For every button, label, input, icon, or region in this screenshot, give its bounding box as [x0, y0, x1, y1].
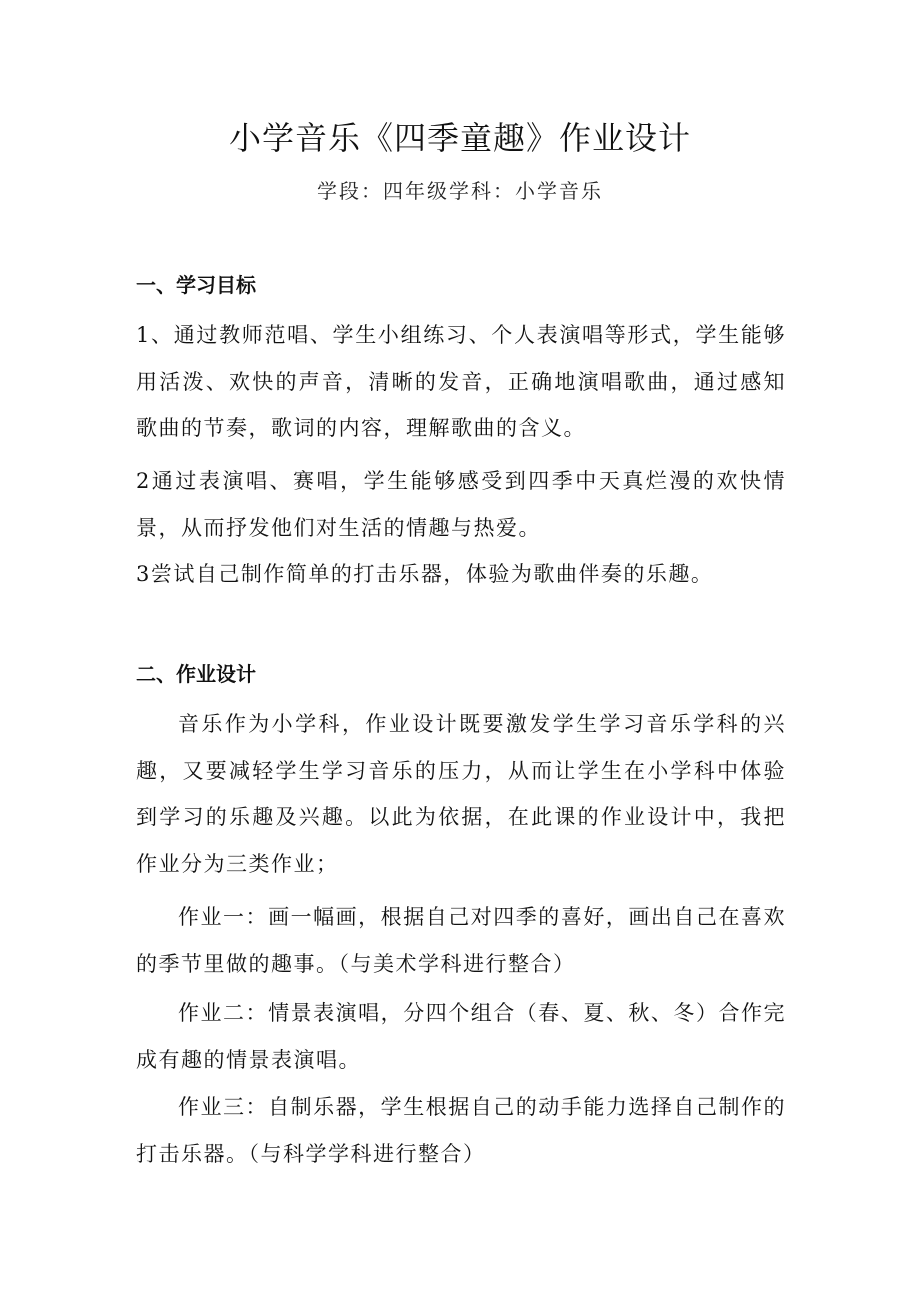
section-heading-objectives: 一、学习目标 — [136, 273, 256, 297]
objective-item-1: 1、通过教师范唱、学生小组练习、个人表演唱等形式，学生能够用活泼、欢快的声音，清晰的发音，正确地演唱歌曲，通过感知歌曲的节奏，歌词的内容，理解歌曲的含义。 — [136, 323, 786, 440]
section-heading-homework: 二、作业设计 — [136, 662, 256, 686]
homework-task-2: 作业二：情景表演唱，分四个组合（春、夏、秋、冬）合作完成有趣的情景表演唱。 — [136, 1001, 786, 1072]
document-title: 小学音乐《四季童趣》作业设计 — [228, 119, 691, 157]
objective-item-3: 3尝试自己制作简单的打击乐器，体验为歌曲伴奏的乐趣。 — [136, 562, 714, 586]
homework-task-1: 作业一：画一幅画，根据自己对四季的喜好，画出自己在喜欢的季节里做的趣事。（与美术学科进行整合） — [136, 905, 786, 976]
objective-item-2: 2通过表演唱、赛唱，学生能够感受到四季中天真烂漫的欢快情景，从而抒发他们对生活的情趣与热爱。 — [136, 469, 786, 540]
homework-intro: 音乐作为小学科，作业设计既要激发学生学习音乐学科的兴趣，又要减轻学生学习音乐的压力，从而让学生在小学科中体验到学习的乐趣及兴趣。以此为依据，在此课的作业设计中，我把作业分为三类作业； — [136, 712, 786, 876]
homework-task-3: 作业三：自制乐器，学生根据自己的动手能力选择自己制作的打击乐器。（与科学学科进行整合） — [136, 1095, 786, 1166]
document-subtitle: 学段：四年级学科：小学音乐 — [317, 179, 603, 203]
